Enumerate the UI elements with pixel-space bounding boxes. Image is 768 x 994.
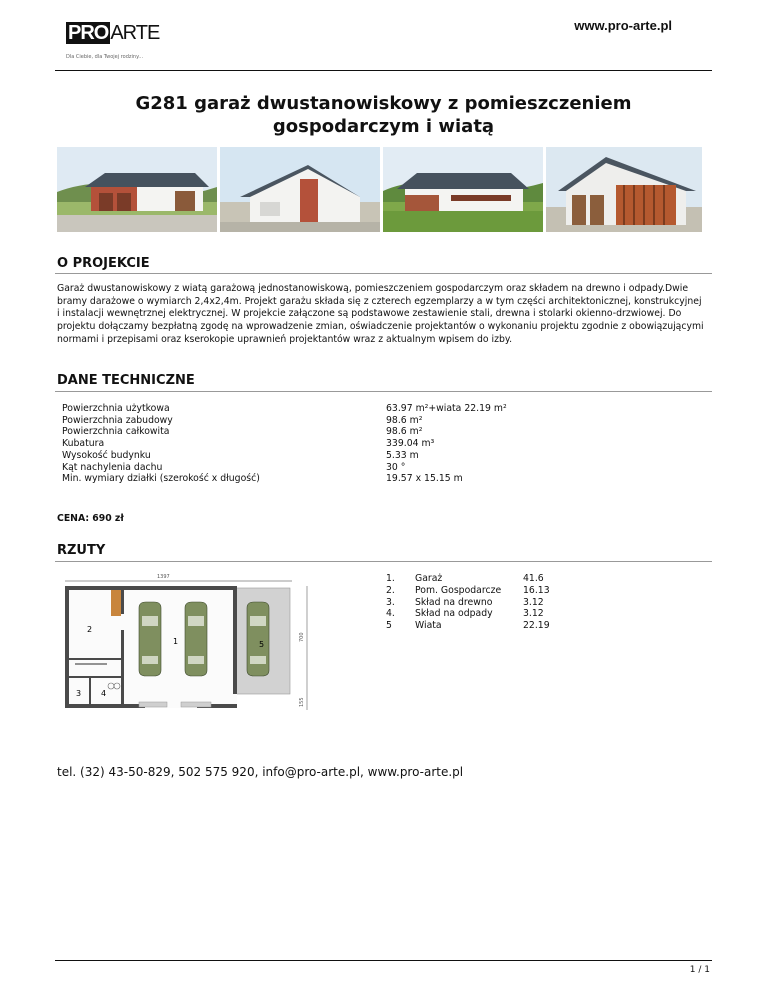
room-name: Pom. Gospodarcze [415, 584, 502, 596]
tech-value: 98.6 m² [386, 426, 423, 438]
title-line-1: G281 garaż dwustanowiskowy z pomieszczeniem [135, 93, 632, 114]
room-area: 22.19 [523, 620, 550, 632]
logo-wordmark [66, 22, 158, 44]
tech-label: Powierzchnia całkowita [62, 426, 170, 438]
render-image-carport [546, 147, 702, 232]
tech-value: 98.6 m² [386, 414, 423, 426]
tech-value: 339.04 m³ [386, 438, 435, 450]
section-rule-about [55, 273, 712, 274]
technical-values [386, 403, 507, 485]
footer-rule [55, 960, 712, 961]
title-line-2: gospodarczym i wiatą [272, 116, 495, 137]
room-no: 2. [386, 584, 395, 596]
tech-value: 30 ° [386, 461, 406, 473]
tech-label: Kąt nachylenia dachu [62, 461, 163, 473]
tech-label: Powierzchnia zabudowy [62, 414, 173, 426]
logo [66, 22, 158, 64]
tech-label: Min. wymiary działki (szerokość x długość) [62, 473, 260, 485]
room-area: 41.6 [523, 573, 544, 584]
header-website[interactable]: www.pro-arte.pl [574, 18, 672, 33]
plan-room-3: 3 [76, 689, 82, 698]
room-no: 5 [386, 620, 392, 632]
plan-dim-right-small: 155 [299, 697, 305, 707]
plan-room-1: 1 [173, 637, 179, 646]
room-name: Garaż [415, 573, 443, 584]
tech-label: Powierzchnia użytkowa [62, 403, 170, 414]
room-name: Skład na odpady [415, 608, 493, 620]
contact-line: tel. (32) 43-50-829, 502 575 920, info@pro-arte.pl, www.pro-arte.pl [57, 765, 464, 779]
room-no: 1. [386, 573, 395, 584]
logo-pro: PRO [68, 22, 109, 44]
rooms-areas [523, 573, 550, 632]
plan-room-5: 5 [259, 640, 265, 649]
room-area: 16.13 [523, 584, 550, 596]
render-image-front [57, 147, 217, 232]
section-heading-plans: RZUTY [57, 543, 106, 558]
tech-value: 63.97 m²+wiata 22.19 m² [386, 403, 507, 414]
room-area: 3.12 [523, 608, 544, 620]
room-no: 3. [386, 596, 395, 608]
render-image-side [220, 147, 380, 232]
room-no: 4. [386, 608, 395, 620]
plan-dim-right: 700 [299, 632, 305, 642]
section-rule-technical [55, 391, 712, 392]
room-name: Wiata [415, 620, 442, 632]
section-heading-about: O PROJEKCIE [57, 256, 150, 271]
page-number: 1 / 1 [689, 965, 710, 975]
tech-label: Wysokość budynku [62, 449, 151, 461]
logo-tagline: Dla Ciebie, dla Twojej rodziny... [66, 54, 144, 60]
technical-labels [62, 403, 260, 485]
header-rule [55, 70, 712, 71]
about-text: Garaż dwustanowiskowy z wiatą garażową jednostanowiskową, pomieszczeniem gospodarczym oraz składem na drewno i odpady.Dwie bramy darażowe o wymiarch 2,4x2,4m. Projekt garażu składa się z czterech egzemplarzy a w tym części architektonicznej, konstrukcyjnej i instalacji wewnętrznej elektrycznej. W projekcie załączone są podstawowe zestawienie stali, drewna i stolarki okienno-drzwiowej. Do projektu dołączamy bezpłatną zgodę na wprowadzenie zmian, oświadczenie projektantów o wykonaniu projektu zgodnie z obowiązującymi normami i przepisami oraz kserokopie uprawnień projektantów wraz z aktualnym wpisem do izby. [57, 283, 704, 345]
floor-plan [57, 572, 322, 720]
logo-arte: ARTE [110, 22, 160, 44]
room-area: 3.12 [523, 596, 544, 608]
tech-label: Kubatura [62, 438, 105, 450]
page-title [55, 92, 712, 138]
rooms-numbers [386, 573, 395, 632]
tech-value: 5.33 m [386, 449, 419, 461]
section-heading-technical: DANE TECHNICZNE [57, 373, 195, 388]
price-label: CENA: 690 zł [57, 513, 124, 524]
plan-dim-top: 1397 [157, 574, 170, 580]
rooms-names [415, 573, 501, 632]
tech-value: 19.57 x 15.15 m [386, 473, 463, 485]
render-image-back [383, 147, 543, 232]
room-name: Skład na drewno [415, 596, 493, 608]
plan-room-4: 4 [101, 689, 107, 698]
plan-room-2: 2 [87, 625, 93, 634]
section-rule-plans [55, 561, 712, 562]
